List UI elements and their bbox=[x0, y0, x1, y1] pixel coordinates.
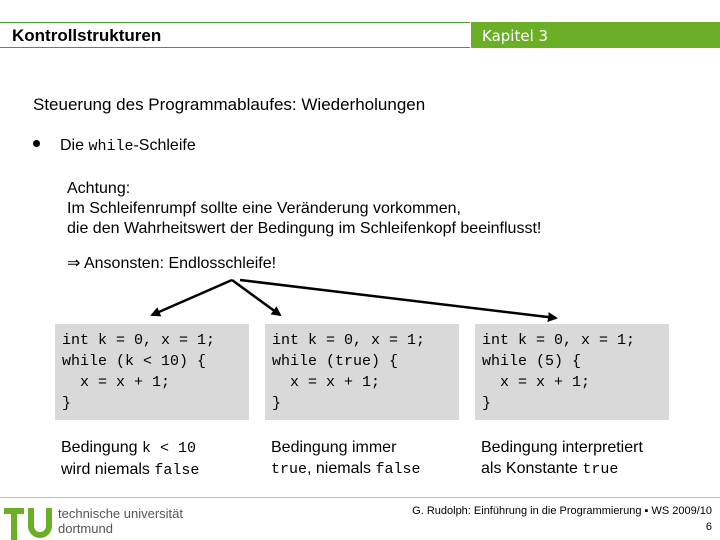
caption-1-code-a: k < 10 bbox=[141, 440, 196, 457]
caption-2-code-a: true bbox=[271, 461, 308, 478]
page-number: 6 bbox=[705, 521, 712, 533]
code-example-3 bbox=[475, 324, 669, 420]
caption-example-3 bbox=[481, 437, 643, 480]
caption-example-1 bbox=[61, 437, 199, 481]
bullet-suffix: -Schleife bbox=[133, 137, 196, 154]
slide-heading: Steuerung des Programmablaufes: Wiederholungen bbox=[33, 95, 426, 114]
caption-1-code-b: false bbox=[154, 462, 200, 479]
caption-1-text-a: Bedingung bbox=[61, 439, 142, 456]
arrow-to-example-1 bbox=[152, 280, 232, 315]
chapter-label: Kapitel 3 bbox=[482, 27, 549, 45]
caption-1-text-b: wird niemals bbox=[61, 461, 155, 478]
caption-2-text-b: , niemals bbox=[307, 460, 376, 477]
caption-3-code-b: true bbox=[582, 461, 619, 478]
caption-3-text-a: Bedingung interpretiert bbox=[481, 439, 643, 456]
footer-credit: G. Rudolph: Einführung in die Programmierung ▪ WS 2009/10 bbox=[412, 505, 712, 517]
caption-example-2 bbox=[271, 437, 421, 480]
code-text-2: int k = 0, x = 1; while (true) { x = x + 1; } bbox=[272, 332, 426, 412]
code-text-1: int k = 0, x = 1; while (k < 10) { x = x + 1; } bbox=[62, 332, 216, 412]
warning-line-1: Im Schleifenrumpf sollte eine Veränderung vorkommen, bbox=[67, 200, 461, 217]
code-example-1 bbox=[55, 324, 249, 420]
warning-line-2: die den Wahrheitswert der Bedingung im Schleifenkopf beeinflusst! bbox=[67, 220, 542, 237]
arrow-to-example-2 bbox=[232, 280, 280, 315]
bullet-prefix: Die bbox=[60, 137, 89, 154]
bullet-keyword: while bbox=[88, 138, 134, 155]
code-text-3: int k = 0, x = 1; while (5) { x = x + 1; } bbox=[482, 332, 636, 412]
arrow-to-example-3 bbox=[240, 280, 556, 318]
caption-2-text-a: Bedingung immer bbox=[271, 439, 397, 456]
footer-divider bbox=[0, 497, 720, 498]
implies-icon: ⇒ bbox=[67, 255, 81, 272]
warning-title: Achtung: bbox=[67, 180, 131, 197]
code-example-2 bbox=[265, 324, 459, 420]
consequence-text: Ansonsten: Endlosschleife! bbox=[83, 255, 277, 272]
caption-3-text-b: als Konstante bbox=[481, 460, 583, 477]
caption-2-code-b: false bbox=[375, 461, 421, 478]
logo-text-line-1: technische universität bbox=[58, 506, 184, 521]
logo-text-line-2: dortmund bbox=[58, 521, 113, 536]
header-title: Kontrollstrukturen bbox=[12, 26, 162, 45]
